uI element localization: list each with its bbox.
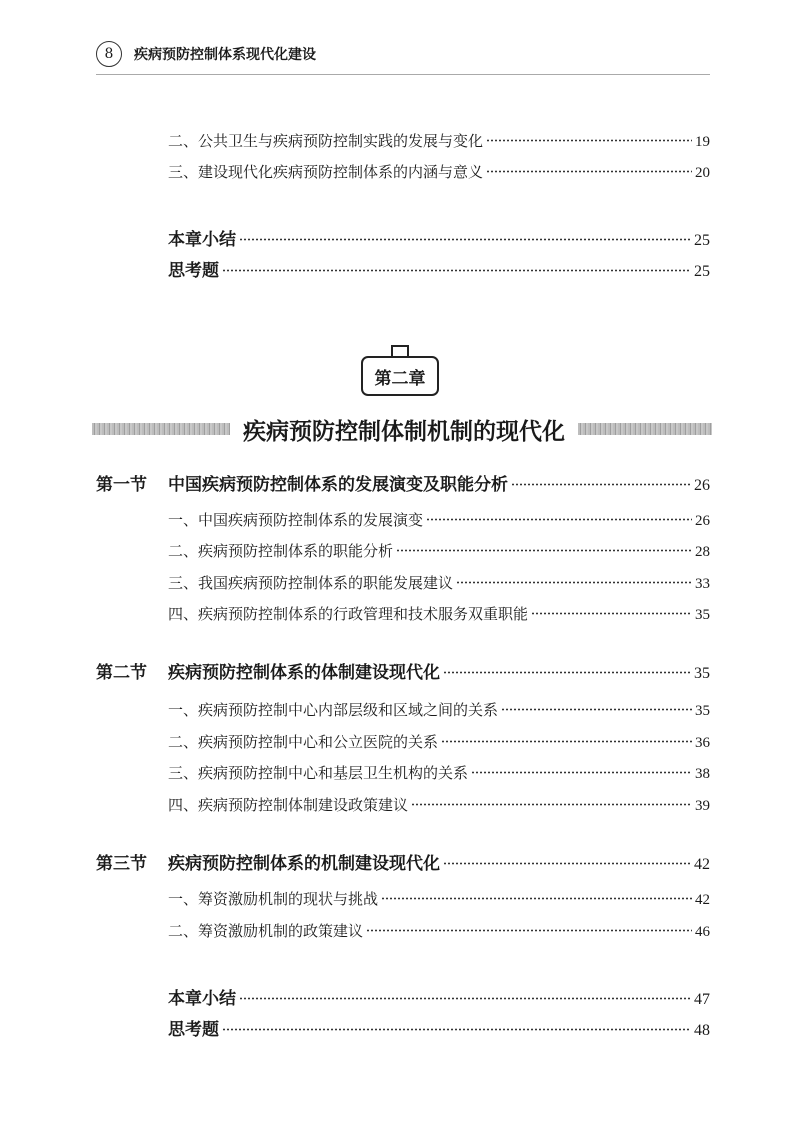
chapter-label: 第二章 [374, 368, 426, 389]
toc-entry[interactable] [168, 920, 710, 944]
dot-leader [222, 1019, 691, 1035]
toc-entry-label: 三、我国疾病预防控制体系的职能发展建议 [168, 574, 454, 592]
dot-leader [381, 889, 692, 904]
toc-entry-label: 本章小结 [168, 230, 236, 250]
dot-leader [239, 229, 691, 245]
dot-leader [486, 131, 692, 146]
section-title: 疾病预防控制体系的体制建设现代化 [168, 663, 440, 683]
section-title: 中国疾病预防控制体系的发展演变及职能分析 [168, 475, 508, 495]
toc-entry-label: 二、公共卫生与疾病预防控制实践的发展与变化 [168, 132, 484, 150]
toc-entry[interactable] [168, 509, 710, 533]
toc-entry-label: 思考题 [168, 261, 219, 281]
toc-entry[interactable] [168, 731, 710, 755]
toc-entry[interactable] [168, 161, 710, 185]
toc-entry-page: 48 [694, 1022, 710, 1039]
toc-entry-label: 二、疾病预防控制中心和公立医院的关系 [168, 733, 439, 751]
toc-entry-label: 一、疾病预防控制中心内部层级和区域之间的关系 [168, 701, 499, 719]
toc-entry-page: 19 [695, 134, 710, 150]
dot-leader [501, 700, 692, 715]
toc-entry-page: 26 [695, 513, 710, 529]
chapter-title-band-right [578, 423, 712, 435]
toc-entry[interactable] [168, 794, 710, 818]
toc-entry-summary[interactable] [168, 225, 710, 251]
chapter-tab-icon [391, 345, 409, 356]
toc-section[interactable] [96, 849, 710, 877]
dot-leader [511, 474, 691, 490]
running-title: 疾病预防控制体系现代化建设 [134, 47, 316, 63]
toc-entry-page: 35 [695, 703, 710, 719]
toc-entry-questions[interactable] [168, 1015, 710, 1041]
toc-entry-page: 35 [695, 607, 710, 623]
toc-entry-label: 一、中国疾病预防控制体系的发展演变 [168, 511, 424, 529]
toc-entry-page: 36 [695, 735, 710, 751]
toc-entry-page: 46 [695, 924, 710, 940]
toc-entry-label: 二、筹资激励机制的政策建议 [168, 922, 364, 940]
chapter-title[interactable]: 疾病预防控制体制机制的现代化 [243, 419, 565, 445]
dot-leader [366, 921, 692, 936]
toc-entry[interactable] [168, 603, 710, 627]
section-page: 35 [694, 665, 710, 682]
section-title: 疾病预防控制体系的机制建设现代化 [168, 854, 440, 874]
toc-entry-label: 思考题 [168, 1020, 219, 1040]
dot-leader [222, 260, 691, 276]
header-divider [96, 74, 710, 75]
dot-leader [486, 162, 692, 177]
toc-entry-page: 38 [695, 766, 710, 782]
dot-leader [396, 541, 692, 556]
dot-leader [443, 662, 691, 678]
toc-entry[interactable] [168, 699, 710, 723]
toc-entry-label: 二、疾病预防控制体系的职能分析 [168, 542, 394, 560]
toc-entry-questions[interactable] [168, 256, 710, 282]
toc-entry-label: 本章小结 [168, 989, 236, 1009]
toc-entry-label: 一、筹资激励机制的现状与挑战 [168, 890, 379, 908]
dot-leader [411, 795, 692, 810]
section-page: 42 [694, 856, 710, 873]
toc-entry[interactable] [168, 762, 710, 786]
toc-entry[interactable] [168, 888, 710, 912]
toc-entry-page: 25 [694, 263, 710, 280]
toc-entry-label: 三、疾病预防控制中心和基层卫生机构的关系 [168, 764, 469, 782]
dot-leader [441, 732, 692, 747]
toc-entry-label: 四、疾病预防控制体系的行政管理和技术服务双重职能 [168, 605, 529, 623]
toc-entry-page: 42 [695, 892, 710, 908]
toc-entry-page: 28 [695, 544, 710, 560]
toc-entry[interactable] [168, 130, 710, 154]
section-number: 第二节 [96, 663, 147, 683]
toc-entry-label: 四、疾病预防控制体制建设政策建议 [168, 796, 409, 814]
toc-entry-summary[interactable] [168, 984, 710, 1010]
toc-entry-page: 33 [695, 576, 710, 592]
dot-leader [531, 604, 692, 619]
dot-leader [456, 573, 692, 588]
chapter-title-band-left [92, 423, 230, 435]
page-header [96, 40, 316, 68]
toc-entry-page: 39 [695, 798, 710, 814]
chapter-label-box [361, 356, 439, 396]
toc-entry[interactable] [168, 572, 710, 596]
page-number: 8 [96, 41, 122, 67]
toc-entry-page: 25 [694, 232, 710, 249]
dot-leader [426, 510, 692, 525]
dot-leader [471, 763, 692, 778]
toc-entry-label: 三、建设现代化疾病预防控制体系的内涵与意义 [168, 163, 484, 181]
toc-section[interactable] [96, 470, 710, 498]
section-number: 第三节 [96, 854, 147, 874]
toc-entry-page: 47 [694, 991, 710, 1008]
toc-section[interactable] [96, 658, 710, 686]
toc-entry-page: 20 [695, 165, 710, 181]
dot-leader [239, 988, 691, 1004]
section-page: 26 [694, 477, 710, 494]
section-number: 第一节 [96, 475, 147, 495]
dot-leader [443, 853, 691, 869]
toc-entry[interactable] [168, 540, 710, 564]
